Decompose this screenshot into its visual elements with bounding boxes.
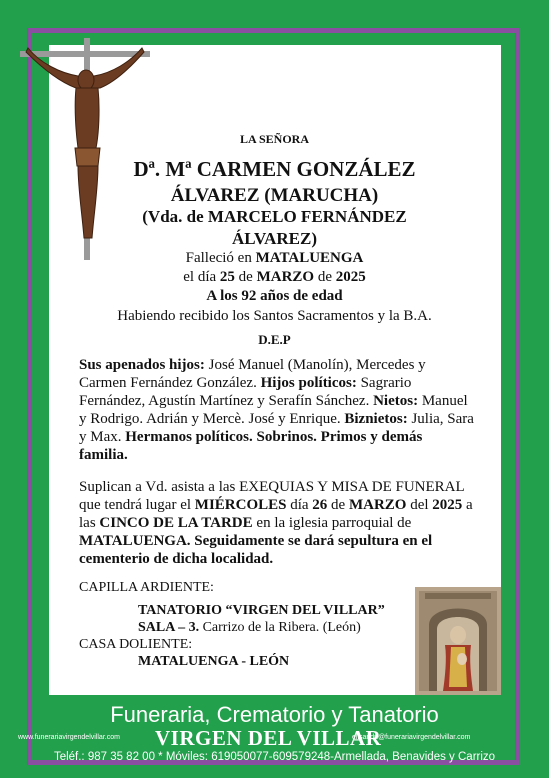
footer-website[interactable]: www.funerariavirgendelvillar.com [18,734,120,741]
casa-place: MATALUENGA - LEÓN [138,654,290,669]
capilla-label: CAPILLA ARDIENTE: [79,580,214,595]
heading-la-senora: LA SEÑORA [239,132,310,146]
widow-line1: (Vda. de MARCELO FERNÁNDEZ [142,207,407,226]
family-paragraph: Sus apenados hijos: José Manuel (Manolín), Mercedes y Carmen Fernández González. Hijos políticos: Sagrario Fernández, Agustín Martínez y Serafín Sánchez. Nietos: Manuel y Rodrigo. Adrián y Mercè. José y Enrique. Biznietos: Julia, Sara y Max. Hermanos políticos. Sobrinos. Primos y demás familia. [79,357,474,463]
deceased-name-line2: ÁLVAREZ (MARUCHA) [170,185,379,206]
casa-label: CASA DOLIENTE: [79,637,193,652]
footer-title: Funeraria, Crematorio y Tanatorio [110,702,439,727]
dep-line: D.E.P [258,332,291,347]
footer-email[interactable]: elisandu@funerariavirgendelvillar.com [352,734,471,741]
virgin-statue-image [415,587,501,695]
funeral-paragraph: Suplican a Vd. asista a las EXEQUIAS Y MISA DE FUNERAL que tendrá lugar el MIÉRCOLES día 26 de MARZO del 2025 a las CINCO DE LA TARDE en la iglesia parroquial de MATALUENGA. Seguidamente se dará sepultura en el cementerio de dicha localidad. [79,479,473,567]
tanatorio-name: TANATORIO “VIRGEN DEL VILLAR” [138,603,385,618]
widow-line2: ÁLVAREZ) [231,229,318,248]
sacraments-line: Habiendo recibido los Santos Sacramentos y la B.A. [117,308,432,324]
death-date: el día 25 de MARZO de 2025 [183,269,366,285]
footer-phones: Teléf.: 987 35 82 00 * Móviles: 619050077-609579248-Armellada, Benavides y Carrizo [53,751,496,763]
tanatorio-address: SALA – 3. Carrizo de la Ribera. (León) [138,620,361,635]
footer-brand: VIRGEN DEL VILLAR [155,726,382,750]
death-place: Falleció en MATALUENGA [185,250,364,266]
age-line: A los 92 años de edad [206,288,343,304]
deceased-name-line1: Dª. Mª CARMEN GONZÁLEZ [133,157,416,181]
